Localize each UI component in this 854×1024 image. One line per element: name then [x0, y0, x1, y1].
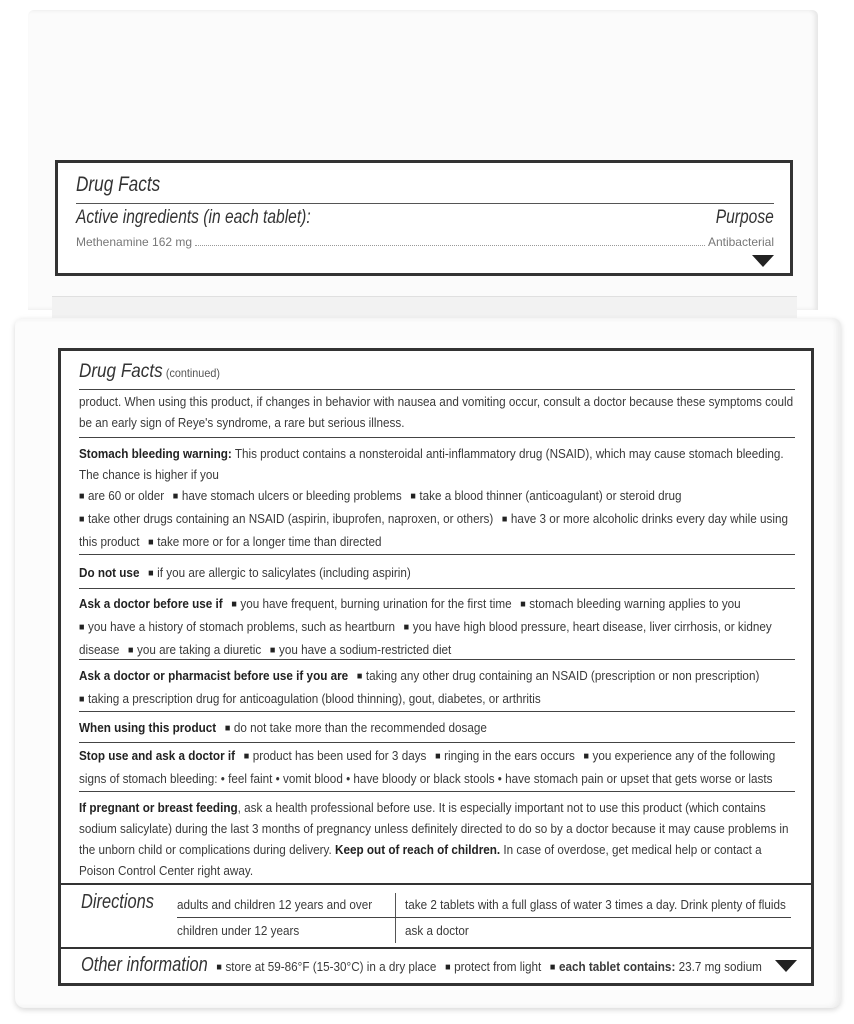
divider — [79, 659, 795, 660]
bullet-square-icon: ■ — [79, 514, 85, 525]
bullet-square-icon: ■ — [231, 599, 237, 610]
bullet-square-icon: ■ — [148, 537, 154, 548]
bullet-square-icon: ■ — [79, 491, 85, 502]
other-information-label: Other information — [81, 954, 208, 976]
directions-who-children: children under 12 years — [177, 923, 300, 938]
directions-what-children: ask a doctor — [405, 923, 469, 938]
pregnancy-section: If pregnant or breast feeding, ask a health professional before use. It is especially important not to use this product (which contains sodium salicylate) during the last 3 months of pregnancy unless definitely directed to do so by a doctor because it may cause problems in the unborn child or complications during delivery. Keep out of reach of children. In case of overdose, get medical help or contact a Poison Control Center right away. — [79, 800, 789, 878]
bullet-square-icon: ■ — [583, 751, 589, 762]
bullet-square-icon: ■ — [127, 645, 134, 656]
divider — [79, 711, 795, 712]
drug-facts-continued-panel — [58, 348, 814, 986]
divider — [79, 791, 795, 792]
reye-warning-text: product. When using this product, if changes in behavior with nausea and vomiting occur, consult a doctor because these symptoms could be an early sign of Reye's syndrome, a rare but serious illness. — [79, 394, 794, 430]
bullet-square-icon: ■ — [549, 962, 556, 973]
divider — [76, 203, 774, 204]
bullet-square-icon: ■ — [79, 694, 85, 705]
directions-label: Directions — [81, 891, 154, 913]
bullet-square-icon: ■ — [356, 671, 363, 682]
ask-pharmacist-section: Ask a doctor or pharmacist before use if you are ■ taking any other drug containing an NSAID (prescription or non prescription) ■ taking a prescription drug for anticoagulation (blood thinning), gout, diabetes, or arthritis — [79, 668, 760, 706]
divider — [79, 389, 795, 390]
stomach-bleeding-warning: Stomach bleeding warning: This product contains a nonsteroidal anti-inflammatory drug (NSAID), which may cause stomach bleeding. The chance is higher if you ■ are 60 or older ■ have stomach ulcers or bleeding problems ■ take a blood thinner (anticoagulant) or steroid drug ■ take other drugs containing an NSAID (aspirin, ibuprofen, naproxen, or others) ■ have 3 or more alcoholic drinks every day while using this product ■ take more or for a longer time than directed — [79, 446, 788, 549]
directions-who-adults: adults and children 12 years and over — [177, 897, 373, 912]
divider — [79, 588, 795, 589]
bullet-square-icon: ■ — [216, 962, 222, 973]
directions-row-divider — [177, 917, 791, 918]
bullet-square-icon: ■ — [435, 751, 441, 762]
directions-column-divider — [395, 893, 396, 943]
divider — [79, 554, 795, 555]
active-ingredient-row — [76, 235, 774, 249]
leader-dots — [195, 236, 705, 246]
do-not-use-section: Do not use ■ if you are allergic to salicylates (including aspirin) — [79, 565, 411, 580]
bullet-square-icon: ■ — [148, 568, 154, 579]
active-ingredients-label: Active ingredients (in each tablet): — [76, 207, 311, 228]
continue-arrow-icon — [752, 255, 774, 267]
bullet-square-icon: ■ — [445, 962, 451, 973]
purpose-label: Purpose — [715, 207, 774, 228]
divider — [79, 437, 795, 438]
when-using-section: When using this product ■ do not take more than the recommended dosage — [79, 720, 487, 735]
bullet-square-icon: ■ — [269, 645, 276, 656]
end-arrow-icon — [775, 960, 797, 972]
bullet-square-icon: ■ — [410, 491, 416, 502]
bullet-square-icon: ■ — [79, 622, 85, 633]
divider — [61, 947, 811, 949]
purpose-text: Antibacterial — [707, 235, 774, 249]
ingredient-text: Methenamine 162 mg — [76, 235, 193, 249]
directions-what-adults: take 2 tablets with a full glass of water 3 times a day. Drink plenty of fluids — [405, 897, 786, 912]
ask-doctor-section: Ask a doctor before use if ■ you have frequent, burning urination for the first time ■ stomach bleeding warning applies to you ■ you have a history of stomach problems, such as heartburn ■ you have high blood pressure, heart disease, liver cirrhosis, or kidney disease ■ you are taking a diuretic ■ you have a sodium-restricted diet — [79, 596, 772, 657]
other-information-items: ■ store at 59-86°F (15-30°C) in a dry place ■ protect from light ■ each tablet contains: 23.7 mg sodium — [211, 959, 762, 974]
bullet-square-icon: ■ — [520, 599, 526, 610]
bullet-square-icon: ■ — [501, 514, 508, 525]
drug-facts-flap-panel — [55, 160, 793, 276]
continued-heading: Drug Facts (continued) — [79, 361, 220, 382]
bullet-square-icon: ■ — [403, 622, 410, 633]
divider — [79, 742, 795, 743]
bullet-square-icon: ■ — [172, 491, 179, 502]
drug-facts-title: Drug Facts — [76, 173, 161, 196]
divider — [61, 883, 811, 885]
bullet-square-icon: ■ — [243, 751, 250, 762]
bullet-square-icon: ■ — [224, 723, 231, 734]
stop-use-section: Stop use and ask a doctor if ■ product has been used for 3 days ■ ringing in the ears occurs ■ you experience any of the following signs of stomach bleeding: • feel faint • vomit blood • have bloody or black stools • have stomach pain or upset that gets worse or lasts — [79, 748, 776, 786]
